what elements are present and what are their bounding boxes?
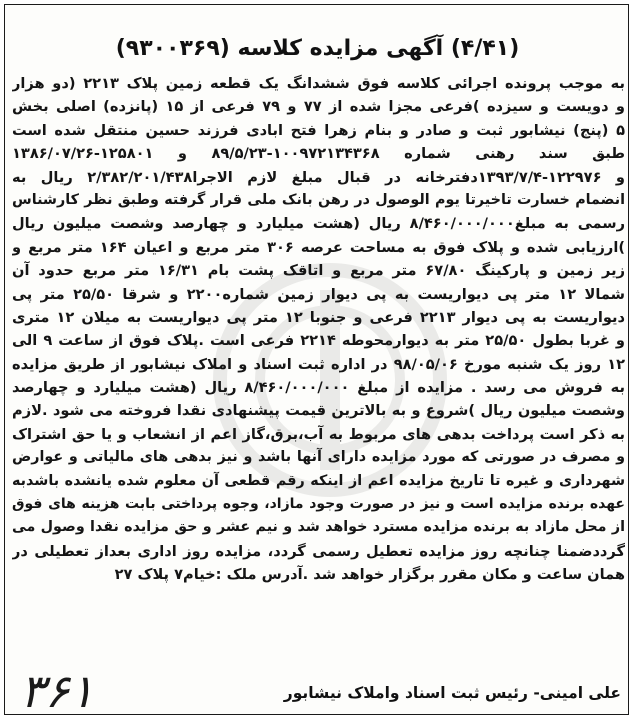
- signature-line: علی امینی- رئیس ثبت اسناد واملاک نیشابور: [283, 684, 621, 702]
- notice-line: و مصرف در صورتی که مورد مزایده دارای آنها باشد و نیز بدهی های مالیاتی و عوارض: [12, 449, 625, 466]
- notice-line: همان ساعت و مکان مقرر برگزار خواهد شد .آدرس ملک :خیام۷ پلاک ۲۷: [114, 566, 625, 584]
- notice-line: دیواریست به پی دیوار ۲۲۱۳ فرعی و جنوبا ۱۲ متر پی دیواریست به میلان ۱۲ متری: [12, 308, 625, 326]
- notice-line: از محل مازاد به برنده مزایده مسترد خواهد شد و نیم عشر و حق مزایده نقدا وصول می: [12, 519, 625, 536]
- notice-line: شهرداری و غیره تا تاریخ مزایده اعم از اینکه رقم قطعی آن معلوم شده یانشده باشدبه: [12, 472, 625, 489]
- notice-line: به ذکر است پرداخت بدهی های مربوط به آب،برق،گاز اعم از انشعاب و یا حق اشتراک: [12, 425, 625, 443]
- notice-line: گرددضمنا چنانچه روز مزایده تعطیل رسمی گردد، مزایده روز اداری بعداز تعطیلی در: [12, 542, 625, 560]
- notice-line: )ارزیابی شده و پلاک فوق به مساحت عرصه ۳۰۶ متر مربع و اعیان ۱۶۴ متر مربع و: [12, 238, 625, 256]
- notice-line: وشصت میلیون ریال )شروع و به بالاترین قیمت پیشنهادی نقدا فروخته می شود .لازم: [12, 402, 625, 420]
- notice-line: ۱۲ روز یک شنبه مورخ ۹۸/۰۵/۰۶ در اداره ثبت اسناد و املاک نیشابور از طریق مزایده: [12, 355, 625, 373]
- notice-line: و دویست و سیزده )فرعی مجزا شده از ۷۷ و ۷۹ فرعی از ۱۵ (پانزده) اصلی بخش: [12, 98, 625, 116]
- handwritten-page-number: ۳۶۱: [20, 664, 95, 718]
- notice-line: شمالا ۱۲ متر پی دیواریست به پی دیوار زمین شماره۲۲۰۰ و شرقا ۲۵/۵۰ متر پی: [12, 285, 625, 303]
- notice-body: [12, 72, 625, 587]
- notice-line: و غربا بطول ۲۵/۵۰ متر به دیوارمحوطه ۲۲۱۴ فرعی است .پلاک فوق از ساعت ۹ الی: [12, 332, 625, 350]
- notice-line: طبق سند رهنی شماره ۱۰۰۹۷۲۱۳۴۳۶۸-۸۹/۵/۲۳ و ۱۲۵۸۰۱-۱۳۸۶/۰۷/۲۶: [12, 145, 625, 163]
- notice-line: و ۱۲۲۹۷۶-۱۳۹۳/۷/۴دفترخانه در قبال مبلغ لازم الاجرا۲/۳۸۲/۲۰۱/۴۳۸ ریال به: [12, 168, 625, 186]
- notice-title: (۴/۴۱) آگهی مزایده کلاسه (۹۳۰۰۳۶۹): [115, 36, 520, 61]
- notice-line: به موجب پرونده اجرائی کلاسه فوق ششدانگ یک قطعه زمین پلاک ۲۲۱۳ (دو هزار: [12, 75, 625, 92]
- notice-line: ۵ (پنج) نیشابور ثبت و صادر و بنام زهرا فتح ابادی فرزند حسین منتقل شده است: [12, 121, 625, 139]
- notice-line: زیر زمین و پارکینگ ۶۷/۸۰ متر مربع و اتاقک پشت بام ۱۶/۳۱ متر مربع حدود آن: [12, 262, 625, 280]
- notice-line: به فروش می رسد . مزایده از مبلغ ۸/۴۶۰/۰۰۰/۰۰۰ ریال (هشت میلیارد و چهارصد: [12, 379, 625, 397]
- notice-line: انضمام خسارت تاخیرتا یوم الوصول در رهن بانک ملی قرار گرفته وطبق نظر کارشناس: [12, 191, 625, 208]
- notice-line: عهده برنده مزایده است و نیز در صورت وجود مازاد، وجوه پرداختی بابت هزینه های فوق: [12, 496, 625, 513]
- notice-line: رسمی به مبلغ۸/۴۶۰/۰۰۰/۰۰۰ ریال (هشت میلیارد و چهارصد وشصت میلیون ریال: [12, 215, 625, 233]
